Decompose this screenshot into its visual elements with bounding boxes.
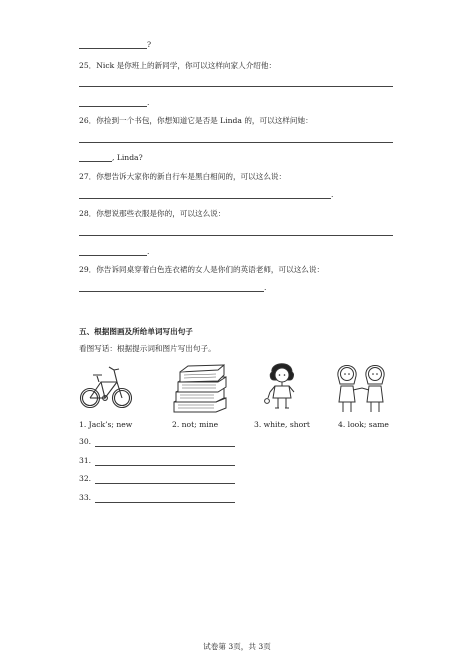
twins-picture	[330, 358, 392, 416]
answer-line-27[interactable]	[79, 198, 331, 199]
caption-1: 1. Jack’s; new	[79, 420, 133, 429]
answer-line-24[interactable]	[79, 48, 147, 49]
item-33-label: 33.	[79, 493, 92, 502]
q24-tail: ?	[147, 40, 152, 49]
answer-line-28a[interactable]	[79, 235, 393, 236]
question-28-number: 28	[79, 209, 89, 218]
answer-line-33[interactable]	[95, 502, 235, 503]
answer-line-26a[interactable]	[79, 142, 393, 143]
caption-4: 4. look; same	[338, 420, 389, 429]
answer-line-32[interactable]	[95, 483, 235, 484]
section-title: 五、根据图画及所给单词写出句子	[79, 327, 193, 336]
answer-line-28b[interactable]	[79, 255, 147, 256]
books-picture	[170, 362, 230, 414]
question-28-text: 你想说那些衣服是你的，可以这么说：	[96, 209, 226, 218]
question-29-number: 29	[79, 265, 89, 274]
item-31-label: 31.	[79, 456, 92, 465]
caption-2: 2. not; mine	[172, 420, 219, 429]
item-32-label: 32.	[79, 474, 92, 483]
q26-tail: , Linda?	[112, 153, 143, 162]
bicycle-picture	[79, 362, 133, 412]
question-26-text: 你捡到一个书包，你想知道它是否是 Linda 的，可以这样问她：	[96, 116, 313, 125]
question-27-text: 你想告诉大家你的新自行车是黑白相间的，可以这么说：	[96, 172, 287, 181]
question-27: 27．你想告诉大家你的新自行车是黑白相间的，可以这么说：	[79, 172, 287, 181]
answer-line-25a[interactable]	[79, 86, 393, 87]
question-25-text: Nick 是你班上的新同学，你可以这样向家人介绍他：	[96, 61, 277, 70]
q25-tail: .	[147, 98, 150, 107]
answer-line-29[interactable]	[79, 291, 264, 292]
answer-line-31[interactable]	[95, 465, 235, 466]
question-29-text: 你告诉同桌穿着白色连衣裙的女人是你们的英语老师，可以这么说：	[96, 265, 325, 274]
question-26-number: 26	[79, 116, 89, 125]
item-30-label: 30.	[79, 437, 92, 446]
question-25-number: 25	[79, 61, 89, 70]
caption-3: 3. white, short	[254, 420, 310, 429]
answer-line-25b[interactable]	[79, 106, 147, 107]
answer-line-30[interactable]	[95, 446, 235, 447]
question-28: 28．你想说那些衣服是你的，可以这么说：	[79, 209, 226, 218]
q28-tail: .	[147, 247, 150, 256]
question-27-number: 27	[79, 172, 89, 181]
page-footer: 试卷第 3页，共 3页	[203, 642, 271, 651]
question-25: 25．Nick 是你班上的新同学，你可以这样向家人介绍他：	[79, 61, 277, 70]
question-29: 29．你告诉同桌穿着白色连衣裙的女人是你们的英语老师，可以这么说：	[79, 265, 325, 274]
question-26: 26．你捡到一个书包，你想知道它是否是 Linda 的，可以这样问她：	[79, 116, 313, 125]
answer-line-26b[interactable]	[79, 161, 112, 162]
girl-picture	[262, 358, 302, 414]
q27-tail: .	[331, 190, 334, 199]
section-instruction: 看图写话：根据提示词和图片写出句子。	[79, 344, 216, 353]
q29-tail: .	[264, 283, 267, 292]
